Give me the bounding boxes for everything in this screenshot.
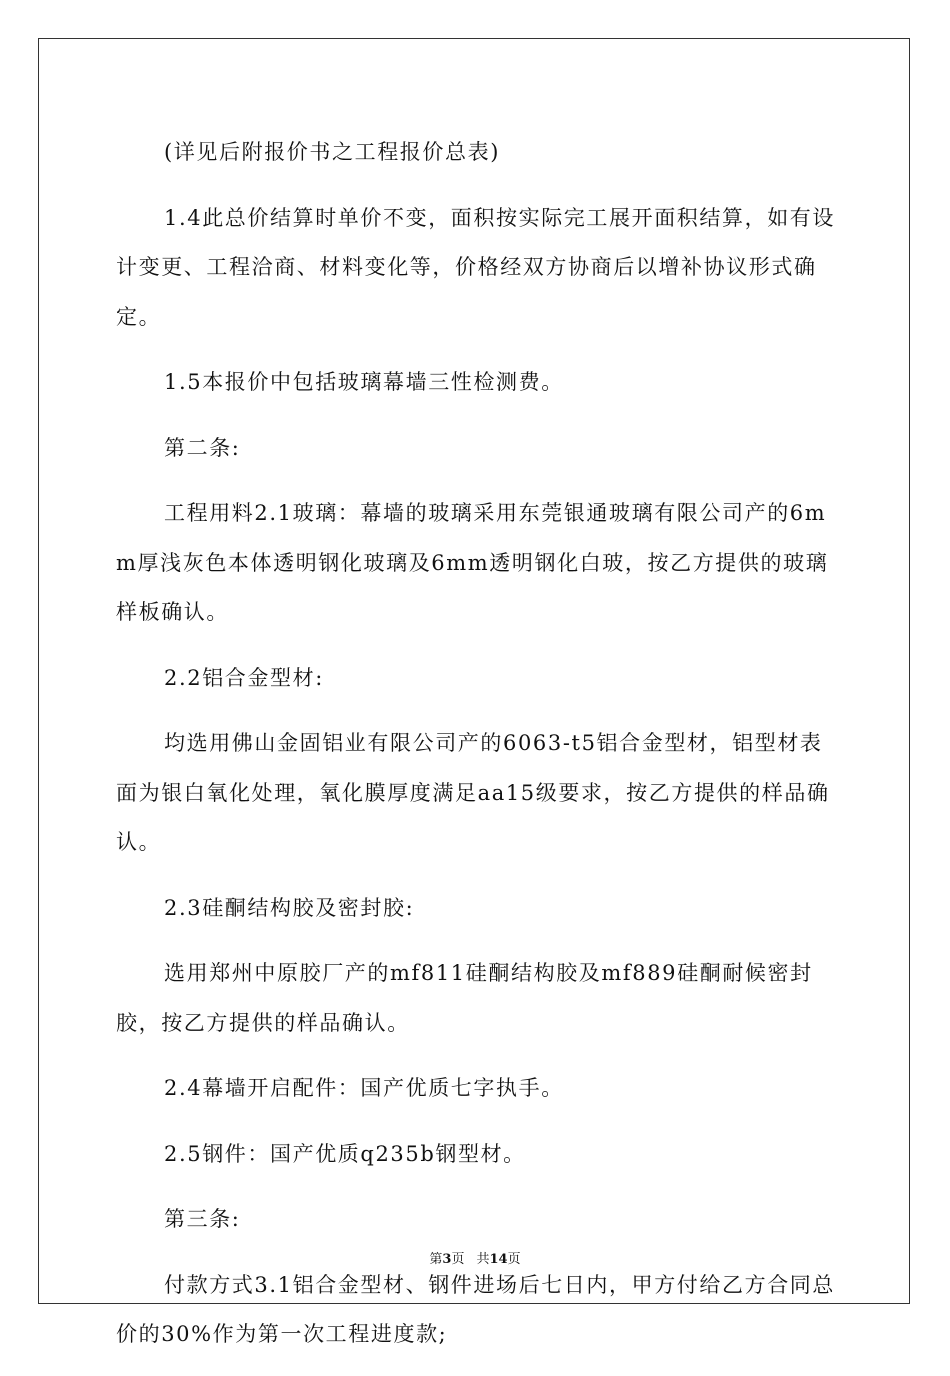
- paragraph-2-1: 工程用料2.1玻璃：幕墙的玻璃采用东莞银通玻璃有限公司产的6mm厚浅灰色本体透明钢化玻璃及6mm透明钢化白玻，按乙方提供的玻璃样板确认。: [116, 501, 829, 624]
- page-footer: [0, 1248, 950, 1267]
- total-suffix: 页: [507, 1252, 521, 1267]
- document-body: [116, 128, 836, 1376]
- heading-article-2: 第二条:: [164, 435, 241, 460]
- total-prefix: 共: [476, 1252, 490, 1267]
- paragraph-2-3-body: 选用郑州中原胶厂产的mf811硅酮结构胶及mf889硅酮耐候密封胶，按乙方提供的样品确认。: [116, 961, 813, 1035]
- page-number: 3: [442, 1252, 452, 1267]
- heading-2-3: 2.3硅酮结构胶及密封胶:: [164, 895, 415, 920]
- paragraph-2-5: 2.5钢件：国产优质q235b钢型材。: [164, 1141, 526, 1166]
- total-pages: 14: [489, 1252, 508, 1267]
- page-prefix: 第: [429, 1252, 443, 1267]
- paragraph-1-5: 1.5本报价中包括玻璃幕墙三性检测费。: [164, 370, 564, 394]
- page-suffix: 页: [451, 1252, 465, 1267]
- heading-article-3: 第三条:: [164, 1207, 241, 1231]
- heading-2-2: 2.2铝合金型材:: [164, 665, 324, 690]
- paragraph-2-2-body: 均选用佛山金固铝业有限公司产的6063-t5铝合金型材，铝型材表面为银白氧化处理，氧化膜厚度满足aa15级要求，按乙方提供的样品确认。: [116, 731, 830, 854]
- paragraph-1-4: 1.4此总价结算时单价不变，面积按实际完工展开面积结算，如有设计变更、工程洽商、材料变化等，价格经双方协商后以增补协议形式确定。: [116, 205, 835, 329]
- paragraph-3-1: 付款方式3.1铝合金型材、钢件进场后七日内，甲方付给乙方合同总价的30%作为第一次工程进度款;: [116, 1272, 835, 1346]
- paragraph-2-4: 2.4幕墙开启配件：国产优质七字执手。: [164, 1076, 564, 1100]
- paragraph-note: (详见后附报价书之工程报价总表): [164, 140, 500, 164]
